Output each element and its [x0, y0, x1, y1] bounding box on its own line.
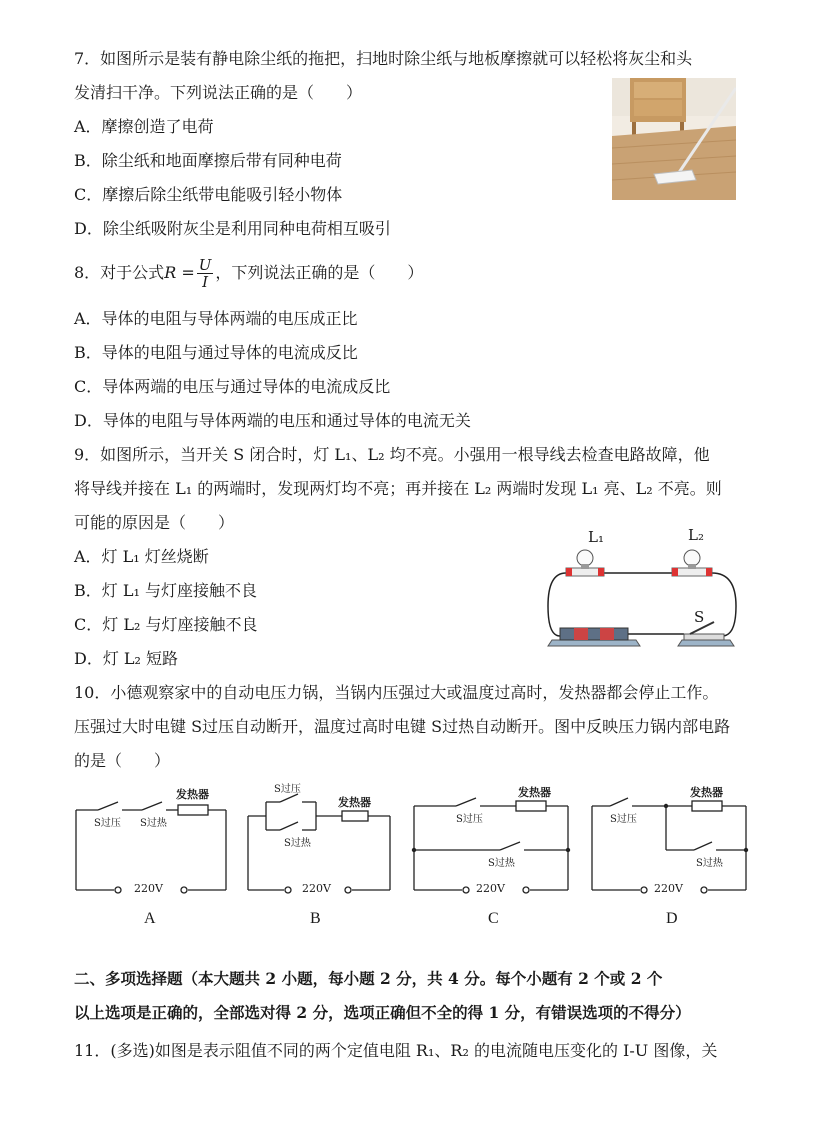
q10-b-switch-heat-label: S过热 — [284, 838, 311, 849]
q9-label-s: S — [694, 608, 705, 626]
q10-caption-d: D — [666, 910, 678, 927]
q10-a-switch-pressure-label: S过压 — [94, 818, 121, 829]
q8-formula-numerator: U — [198, 256, 212, 274]
q10-c-heater-label: 发热器 — [518, 786, 551, 799]
q8-option-a: A．导体的电阻与导体两端的电压成正比 — [74, 309, 358, 328]
q10-a-switch-heat-label: S过热 — [140, 818, 167, 829]
q10-c-switch-heat-label: S过热 — [488, 858, 515, 869]
q9-stem-line2: 将导线并接在 L₁ 的两端时，发现两灯均不亮；再并接在 L₂ 两端时发现 L₁ 亮、L₂ 不亮。则 — [74, 479, 722, 498]
q10-c-switch-pressure-label: S过压 — [456, 814, 483, 825]
section2-heading-line1: 二、多项选择题（本大题共 2 小题，每小题 2 分，共 4 分。每个小题有 2 个或 2 个 — [74, 969, 663, 988]
q9-option-c: C．灯 L₂ 与灯座接触不良 — [74, 615, 258, 634]
q10-circuit-b — [244, 778, 400, 896]
q9-label-l2: L₂ — [688, 526, 704, 544]
q7-option-c: C．摩擦后除尘纸带电能吸引轻小物体 — [74, 185, 343, 204]
q10-c-voltage-label: 220V — [476, 882, 505, 895]
q9-stem-line1: 9．如图所示，当开关 S 闭合时，灯 L₁、L₂ 均不亮。小强用一根导线去检查电路故障，他 — [74, 445, 710, 464]
q9-option-b: B．灯 L₁ 与灯座接触不良 — [74, 581, 257, 600]
q10-stem-line2: 压强过大时电键 S过压自动断开，温度过高时电键 S过热自动断开。图中反映压力锅内部电路 — [74, 717, 731, 736]
q9-label-l1: L₁ — [588, 528, 604, 546]
q9-option-a: A．灯 L₁ 灯丝烧断 — [74, 547, 209, 566]
q10-stem-line3: 的是（ ） — [74, 751, 171, 770]
q8-formula-lhs: R = — [164, 263, 195, 282]
q10-caption-b: B — [310, 910, 321, 927]
q8-option-d: D．导体的电阻与导体两端的电压和通过导体的电流无关 — [74, 411, 471, 430]
q8-stem — [74, 256, 423, 290]
q10-circuit-d — [586, 782, 756, 896]
q9-option-d: D．灯 L₂ 短路 — [74, 649, 179, 668]
q8-option-b: B．导体的电阻与通过导体的电流成反比 — [74, 343, 358, 362]
q8-formula-denominator: I — [202, 273, 209, 291]
q7-option-b: B．除尘纸和地面摩擦后带有同种电荷 — [74, 151, 342, 170]
q10-d-switch-heat-label: S过热 — [696, 858, 723, 869]
q10-b-voltage-label: 220V — [302, 882, 331, 895]
q10-d-switch-pressure-label: S过压 — [610, 814, 637, 825]
q10-d-voltage-label: 220V — [654, 882, 683, 895]
q7-option-d: D．除尘纸吸附灰尘是利用同种电荷相互吸引 — [74, 219, 391, 238]
q9-circuit-figure — [544, 526, 744, 652]
q10-b-heater-label: 发热器 — [338, 796, 371, 809]
q10-a-heater-label: 发热器 — [176, 788, 209, 801]
q10-stem-line1: 10．小德观察家中的自动电压力锅，当锅内压强过大或温度过高时，发热器都会停止工作。 — [74, 683, 719, 702]
q7-stem-line1: 7．如图所示是装有静电除尘纸的拖把，扫地时除尘纸与地板摩擦就可以轻松将灰尘和头 — [74, 49, 693, 68]
q9-stem-line3: 可能的原因是（ ） — [74, 513, 235, 532]
q10-a-voltage-label: 220V — [134, 882, 163, 895]
q10-circuit-c — [408, 782, 578, 896]
q8-prefix: 8．对于公式 — [74, 263, 165, 282]
q10-d-heater-label: 发热器 — [690, 786, 723, 799]
q8-suffix: ，下列说法正确的是（ ） — [215, 263, 424, 282]
q8-formula-fraction — [197, 257, 214, 290]
q11-stem-line1: 11．(多选)如图是表示阻值不同的两个定值电阻 R₁、R₂ 的电流随电压变化的 I-U 图像，关 — [74, 1041, 718, 1060]
mop-photo — [612, 78, 736, 200]
q10-b-switch-pressure-label: S过压 — [274, 784, 301, 795]
q7-stem-line2: 发清扫干净。下列说法正确的是（ ） — [74, 83, 363, 102]
q10-caption-c: C — [488, 910, 499, 927]
q10-circuit-a — [70, 784, 236, 896]
q7-option-a: A．摩擦创造了电荷 — [74, 117, 214, 136]
q10-caption-a: A — [144, 910, 156, 927]
q8-option-c: C．导体两端的电压与通过导体的电流成反比 — [74, 377, 391, 396]
section2-heading-line2: 以上选项是正确的，全部选对得 2 分，选项正确但不全的得 1 分，有错误选项的不得分） — [74, 1003, 691, 1022]
